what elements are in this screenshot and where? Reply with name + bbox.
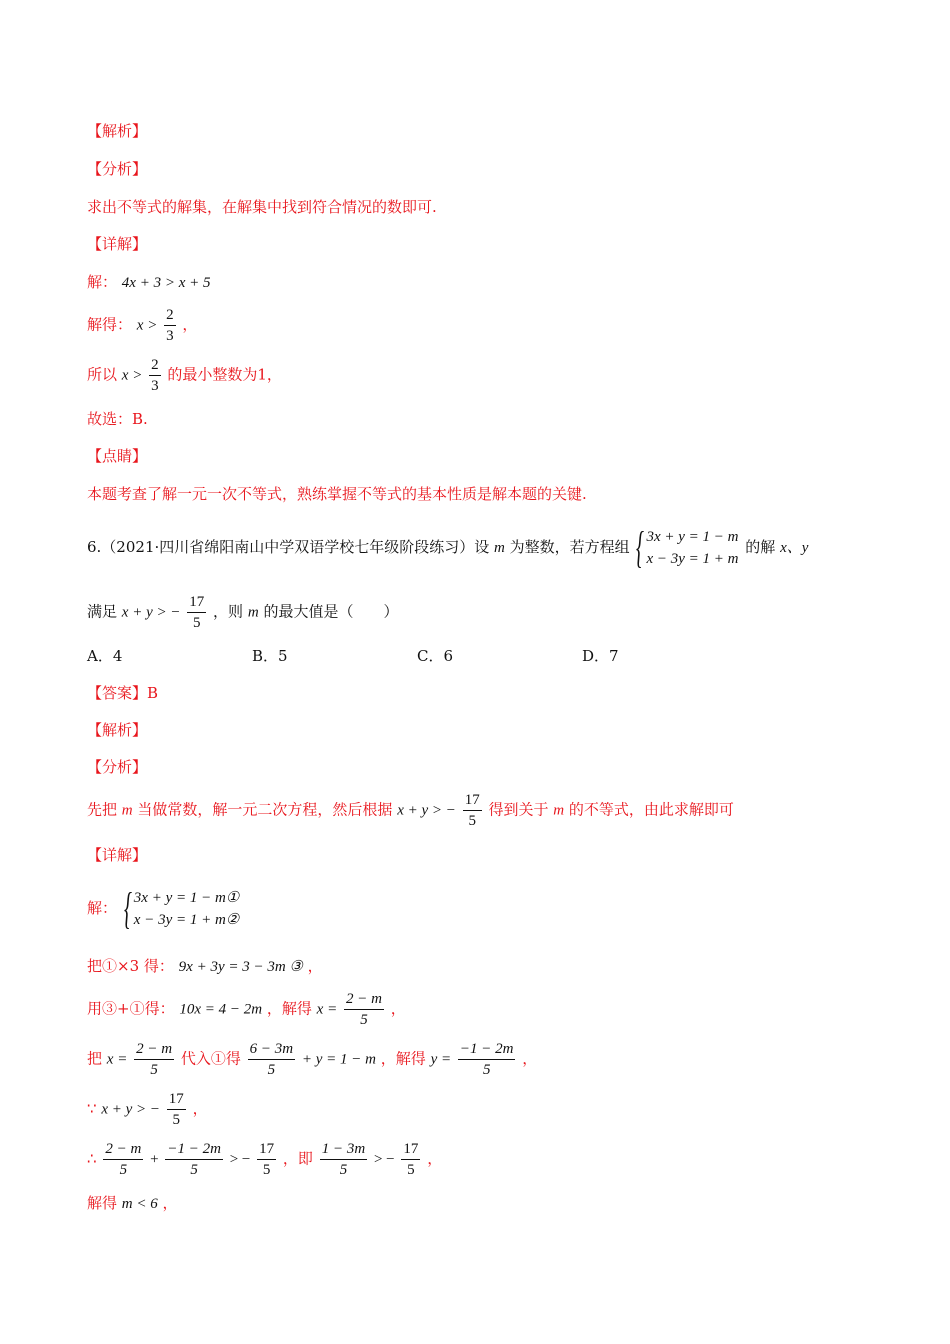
denominator: 5: [360, 1012, 368, 1028]
label-jiexi: 【解析】: [87, 122, 148, 140]
step3-lhs: x >: [121, 367, 143, 384]
s5-suffix: ，: [192, 1099, 208, 1118]
condition-prefix: 满足: [87, 602, 118, 621]
analysis-line: [87, 790, 734, 831]
fraction-4: [320, 1139, 367, 1180]
label-fenxi: 【分析】: [87, 160, 148, 178]
question6-condition: [87, 592, 398, 633]
s6-suffix: ，: [427, 1149, 443, 1168]
numerator: 2 − m: [134, 1039, 174, 1060]
step-add-line: [87, 989, 406, 1030]
numerator: 17: [401, 1139, 420, 1160]
equation-1: 3x + y = 1 − m: [646, 529, 739, 545]
numerator: 2: [164, 305, 176, 326]
s1-prefix: 解：: [87, 899, 118, 917]
s6-gt: > −: [229, 1151, 251, 1168]
s6-gt2: > −: [373, 1151, 395, 1168]
numerator: −1 − 2m: [165, 1139, 223, 1160]
stem-part3: 的解: [745, 538, 776, 556]
fraction-x: [134, 1039, 174, 1080]
stem-part1: 6.（2021·四川省绵阳南山中学双语学校七年级阶段练习）设: [87, 538, 490, 556]
s4-lhs: x =: [106, 1051, 128, 1068]
step2-lhs: x >: [136, 317, 158, 334]
analysis-part3: 得到关于: [488, 800, 549, 819]
step1-expr: 4x + 3 > x + 5: [121, 275, 211, 291]
label-jiexi: 【解析】: [87, 721, 148, 739]
option-a[interactable]: A．4: [87, 647, 123, 665]
denominator: 5: [407, 1162, 415, 1178]
s2-suffix: ，: [307, 957, 323, 975]
step2-line: [87, 305, 197, 346]
s3-prefix: 用③+①得：: [87, 999, 175, 1018]
s3-suffix: ，: [390, 999, 406, 1018]
analysis-m2: m: [553, 802, 565, 819]
denominator: 3: [166, 328, 174, 344]
answer-label: 【答案】B: [87, 684, 159, 702]
equation-system: [636, 523, 739, 572]
fraction-substituted: [248, 1039, 295, 1080]
numerator: 2 − m: [103, 1139, 143, 1160]
equation-2: x − 3y = 1 + m: [646, 551, 739, 567]
numerator: 2 − m: [344, 989, 384, 1010]
denominator: 5: [468, 813, 476, 829]
numerator: 17: [257, 1139, 276, 1160]
condition-end: 的最大值是（ ）: [263, 602, 399, 621]
equation-system: [123, 884, 240, 933]
s4-lhs2: y =: [430, 1051, 452, 1068]
s7-prefix: 解得: [87, 1194, 118, 1212]
label-fenxi: 【分析】: [87, 758, 148, 776]
s3-mid: ，解得: [266, 999, 312, 1018]
s6-mid: ，即: [282, 1149, 313, 1168]
step-because-line: [87, 1089, 208, 1130]
equation-1: 3x + y = 1 − m①: [133, 890, 240, 906]
step-substitute-line: [87, 1039, 537, 1080]
solve-system-line: [87, 884, 241, 933]
analysis-expr: x + y > −: [397, 802, 456, 819]
label-xiangjie: 【详解】: [87, 846, 148, 864]
denominator: 5: [267, 1062, 276, 1078]
step1-line: [87, 272, 210, 293]
s3-expr: 10x = 4 − 2m: [179, 1001, 263, 1018]
numerator: 17: [187, 592, 206, 613]
comment-text: 本题考查了解一元一次不等式，熟练掌握不等式的基本性质是解本题的关键.: [87, 485, 587, 503]
numerator: 2: [149, 355, 161, 376]
step2-suffix: ，: [182, 315, 198, 334]
fraction-17-5: [463, 790, 482, 831]
fraction-x: [344, 989, 384, 1030]
analysis-part4: 的不等式，由此求解即可: [568, 800, 734, 819]
s4-expr2: + y = 1 − m: [301, 1051, 377, 1068]
s6-plus: +: [150, 1151, 159, 1168]
s4-suffix: ，: [522, 1049, 538, 1068]
denominator: 5: [193, 615, 201, 631]
stem-vars: x、y: [780, 540, 809, 556]
s7-expr: m < 6: [121, 1196, 158, 1212]
analysis-part2: 当做常数，解一元二次方程，然后根据: [137, 800, 393, 819]
question6-stem: [87, 523, 809, 572]
fraction-5: [401, 1139, 420, 1180]
numerator: 17: [167, 1089, 186, 1110]
step3-prefix: 所以: [87, 365, 118, 384]
denominator: 5: [482, 1062, 491, 1078]
answer-line: 故选：B.: [87, 410, 148, 428]
s4-mid1: 代入①得: [180, 1049, 241, 1068]
denominator: 5: [150, 1062, 158, 1078]
step-result-line: [87, 1193, 178, 1214]
denominator: 5: [119, 1162, 128, 1178]
numerator: 6 − 3m: [248, 1039, 295, 1060]
denominator: 5: [172, 1112, 181, 1128]
denominator: 5: [339, 1162, 348, 1178]
option-c[interactable]: C．6: [417, 647, 454, 665]
step2-prefix: 解得：: [87, 315, 133, 334]
numerator: 17: [463, 790, 482, 811]
condition-expr: x + y > −: [121, 604, 181, 621]
fraction-two-thirds: [149, 355, 161, 396]
denominator: 5: [190, 1162, 198, 1178]
label-xiangjie: 【详解】: [87, 235, 148, 253]
s4-prefix: 把: [87, 1049, 103, 1068]
numerator: −1 − 2m: [458, 1039, 516, 1060]
denominator: 5: [262, 1162, 271, 1178]
s5-expr: x + y > −: [101, 1101, 161, 1118]
s3-lhs: x =: [316, 1001, 338, 1018]
option-b[interactable]: B．5: [252, 647, 288, 665]
fraction-17-5: [167, 1089, 186, 1130]
step-multiply-line: [87, 956, 323, 977]
fraction-y: [458, 1039, 516, 1080]
s2-prefix: 把①×3 得：: [87, 957, 174, 975]
label-dianjing: 【点睛】: [87, 447, 148, 465]
stem-var-m: m: [494, 540, 505, 556]
brace-icon: {: [636, 523, 645, 572]
numerator: 1 − 3m: [320, 1139, 367, 1160]
fraction-2: [165, 1139, 223, 1180]
equation-2: x − 3y = 1 + m②: [133, 912, 240, 928]
fraction-1: [103, 1139, 143, 1180]
fraction-3: [257, 1139, 276, 1180]
s4-mid2: ，解得: [380, 1049, 426, 1068]
s5-prefix: ∵: [87, 1099, 97, 1118]
s7-suffix: ，: [162, 1194, 178, 1212]
fraction-two-thirds: [164, 305, 176, 346]
analysis-part1: 先把: [87, 800, 118, 819]
fraction-17-5: [187, 592, 206, 633]
analysis-text: 求出不等式的解集，在解集中找到符合情况的数即可.: [87, 198, 437, 216]
step3-line: [87, 355, 282, 396]
denominator: 3: [151, 378, 159, 394]
condition-suffix: ，则: [213, 602, 244, 621]
condition-var-m: m: [247, 604, 259, 621]
s6-prefix: ∴: [87, 1149, 97, 1168]
step3-suffix: 的最小整数为1，: [167, 365, 282, 384]
stem-part2: 为整数，若方程组: [509, 538, 630, 556]
step1-prefix: 解：: [87, 273, 118, 291]
s2-expr: 9x + 3y = 3 − 3m ③: [178, 959, 303, 975]
option-d[interactable]: D．7: [582, 647, 619, 665]
analysis-m1: m: [121, 802, 133, 819]
brace-icon: {: [123, 884, 132, 933]
step-therefore-line: [87, 1139, 442, 1180]
